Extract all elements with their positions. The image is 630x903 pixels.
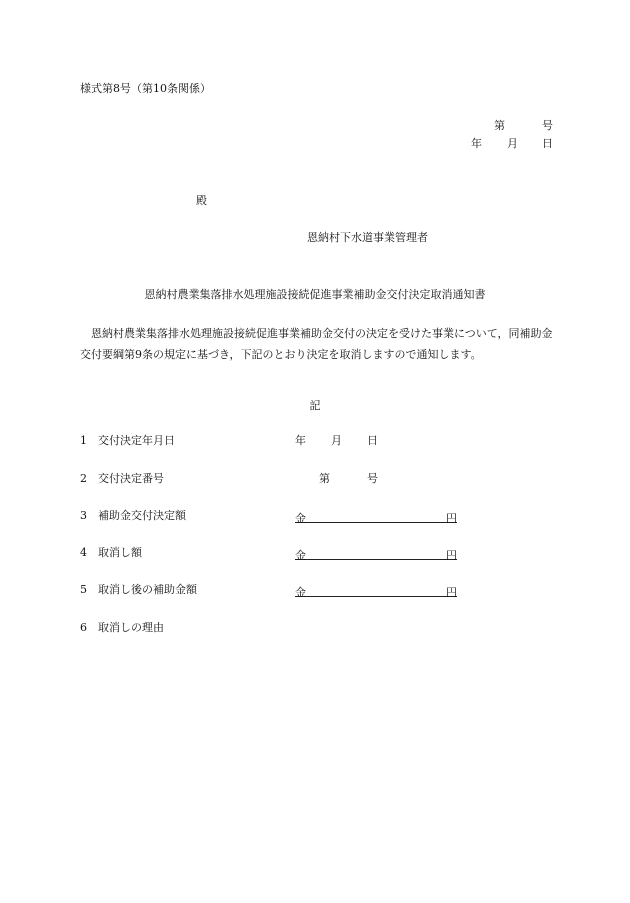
item3-kin: 金 [295, 512, 306, 525]
item-label: 交付決定年月日 [98, 434, 175, 447]
item-label: 補助金交付決定額 [98, 509, 186, 522]
item-number: 5 [80, 583, 87, 596]
item-number: 1 [80, 434, 87, 447]
addressee: 殿 [196, 194, 207, 207]
item-cancel-reason [80, 622, 164, 633]
item-label: 取消し後の補助金額 [98, 583, 197, 596]
item-number: 6 [80, 621, 87, 634]
date-day-label: 日 [542, 137, 553, 150]
item-label: 交付決定番号 [98, 472, 164, 485]
item-number: 2 [80, 472, 87, 485]
sender: 恩納村下水道事業管理者 [307, 231, 428, 244]
item4-kin: 金 [295, 549, 306, 562]
item3-amount-field [295, 510, 457, 523]
item-number: 3 [80, 509, 87, 522]
item4-amount-field [295, 547, 457, 560]
item-granted-amount [80, 510, 186, 521]
item2-go: 号 [367, 472, 378, 485]
item-cancel-amount [80, 547, 142, 558]
doc-number-dai: 第 [494, 119, 505, 132]
item-decision-date [80, 435, 175, 446]
item4-en: 円 [446, 549, 457, 562]
form-number: 様式第8号（第10条関係） [80, 82, 211, 95]
item-number: 4 [80, 546, 87, 559]
item-label: 取消し額 [98, 546, 142, 559]
item5-en: 円 [446, 586, 457, 599]
item3-en: 円 [446, 512, 457, 525]
date-month-label: 月 [507, 137, 518, 150]
body-paragraph: 恩納村農業集落排水処理施設接続促進事業補助金交付の決定を受けた事業について，同補助金交付要綱第9条の規定に基づき，下記のとおり決定を取消しますので通知します。 [80, 327, 553, 361]
ki-heading: 記 [309, 399, 321, 412]
item-label: 取消しの理由 [98, 621, 164, 634]
item-decision-number [80, 473, 164, 484]
item-remaining-amount [80, 584, 197, 595]
item1-day: 日 [367, 434, 378, 447]
item5-kin: 金 [295, 586, 306, 599]
date-year-label: 年 [471, 137, 482, 150]
item1-month: 月 [331, 434, 342, 447]
doc-number-go: 号 [542, 119, 553, 132]
document-title: 恩納村農業集落排水処理施設接続促進事業補助金交付決定取消通知書 [144, 288, 486, 301]
item5-amount-field [295, 584, 457, 597]
item1-year: 年 [295, 434, 306, 447]
item2-dai: 第 [319, 472, 330, 485]
